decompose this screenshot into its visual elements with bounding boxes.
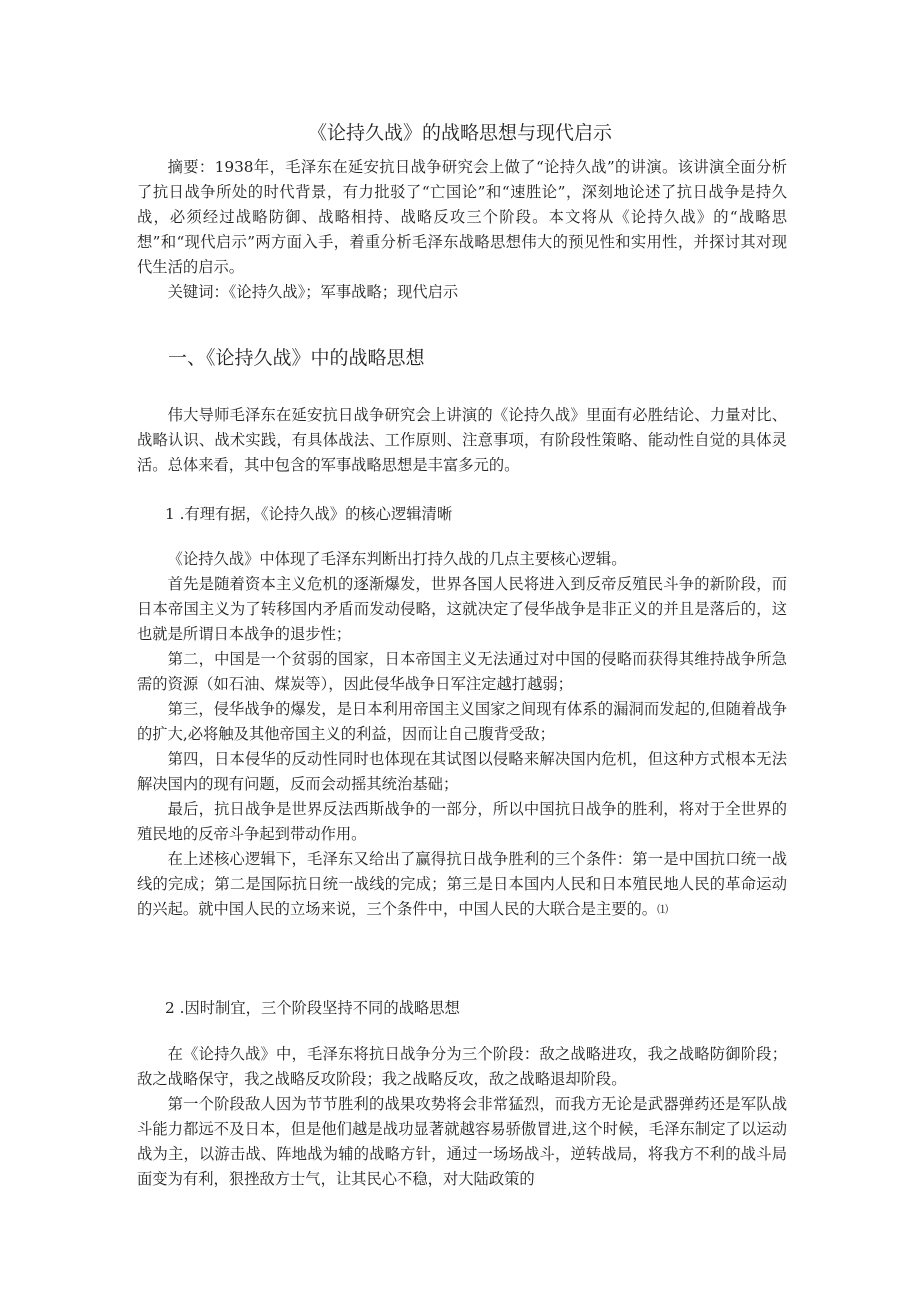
- footnote-ref[interactable]: ⑴: [657, 903, 669, 916]
- section-1-intro: [137, 403, 787, 478]
- intro-paragraph: 伟大导师毛泽东在延安抗日战争研究会上讲演的《论持久战》里面有必胜结论、力量对比、战略认识、战术实践，有具体战法、工作原则、注意事项，有阶段性策略、能动性自觉的具体灵活。总体来看，其中包含的军事战略思想是丰富多元的。: [137, 406, 787, 474]
- subsection-2-heading: 2 .因时制宜，三个阶段坚持不同的战略思想: [165, 999, 460, 1017]
- subsection-1-body: [137, 547, 787, 923]
- paragraph: 《论持久战》中体现了毛泽东判断出打持久战的几点主要核心逻辑。: [167, 550, 627, 568]
- keywords-line: 关键词：《论持久战》；军事战略；现代启示: [167, 283, 459, 301]
- paragraph: 第二，中国是一个贫弱的国家，日本帝国主义无法通过对中国的侵略而获得其维持战争所急需的资源（如石油、煤炭等），因此侵华战争日军注定越打越弱；: [137, 650, 787, 693]
- subsection-2-body: [137, 1042, 787, 1192]
- paragraph: 第四，日本侵华的反动性同时也体现在其试图以侵略来解决国内危机，但这种方式根本无法解决国内的现有问题，反而会动摇其统治基础；: [137, 750, 787, 793]
- paragraph: [137, 847, 787, 923]
- paragraph: 最后，抗日战争是世界反法西斯战争的一部分，所以中国抗日战争的胜利，将对于全世界的殖民地的反帝斗争起到带动作用。: [137, 800, 787, 843]
- subsection-1-heading: 1 .有理有据，《论持久战》的核心逻辑清晰: [165, 505, 453, 523]
- paragraph: 第一个阶段敌人因为节节胜利的战果攻势将会非常猛烈，而我方无论是武器弹药还是军队战斗能力都远不及日本，但是他们越是战功显著就越容易骄傲冒进,这个时候，毛泽东制定了以运动战为主，以游击战、阵地战为辅的战略方针，通过一场场战斗，逆转战局，将我方不利的战斗局面变为有利，狠挫敌方士气，让其民心不稳，对大陆政策的: [137, 1095, 787, 1188]
- document-title: 《论持久战》的战略思想与现代启示: [307, 122, 612, 144]
- paragraph: 第三，侵华战争的爆发，是日本利用帝国主义国家之间现有体系的漏洞而发起的,但随着战争的扩大,必将触及其他帝国主义的利益，因而让自己腹背受敌；: [137, 700, 787, 743]
- paragraph-text: 在上述核心逻辑下，毛泽东又给出了赢得抗日战争胜利的三个条件：第一是中国抗口统一战线的完成；第二是国际抗日统一战线的完成；第三是日本国内人民和日本殖民地人民的革命运动的兴起。就中国人民的立场来说，三个条件中，中国人民的大联合是主要的。: [137, 850, 787, 918]
- paragraph: 在《论持久战》中，毛泽东将抗日战争分为三个阶段：敌之战略进攻，我之战略防御阶段；敌之战略保守，我之战略反攻阶段；我之战略反攻，敌之战略退却阶段。: [137, 1045, 787, 1088]
- abstract-block: [137, 155, 787, 305]
- abstract-paragraph: 摘要：1938年，毛泽东在延安抗日战争研究会上做了“论持久战”的讲演。该讲演全面分析了抗日战争所处的时代背景，有力批驳了“亡国论”和“速胜论”，深刻地论述了抗日战争是持久战，必须经过战略防御、战略相持、战略反攻三个阶段。本文将从《论持久战》的“战略思想”和“现代启示”两方面入手，着重分析毛泽东战略思想伟大的预见性和实用性，并探讨其对现代生活的启示。: [137, 158, 787, 276]
- section-1-heading: 一、《论持久战》中的战略思想: [168, 347, 425, 369]
- paragraph: 首先是随着资本主义危机的逐渐爆发，世界各国人民将进入到反帝反殖民斗争的新阶段，而日本帝国主义为了转移国内矛盾而发动侵略，这就决定了侵华战争是非正义的并且是落后的，这也就是所谓日本战争的退步性；: [137, 575, 787, 643]
